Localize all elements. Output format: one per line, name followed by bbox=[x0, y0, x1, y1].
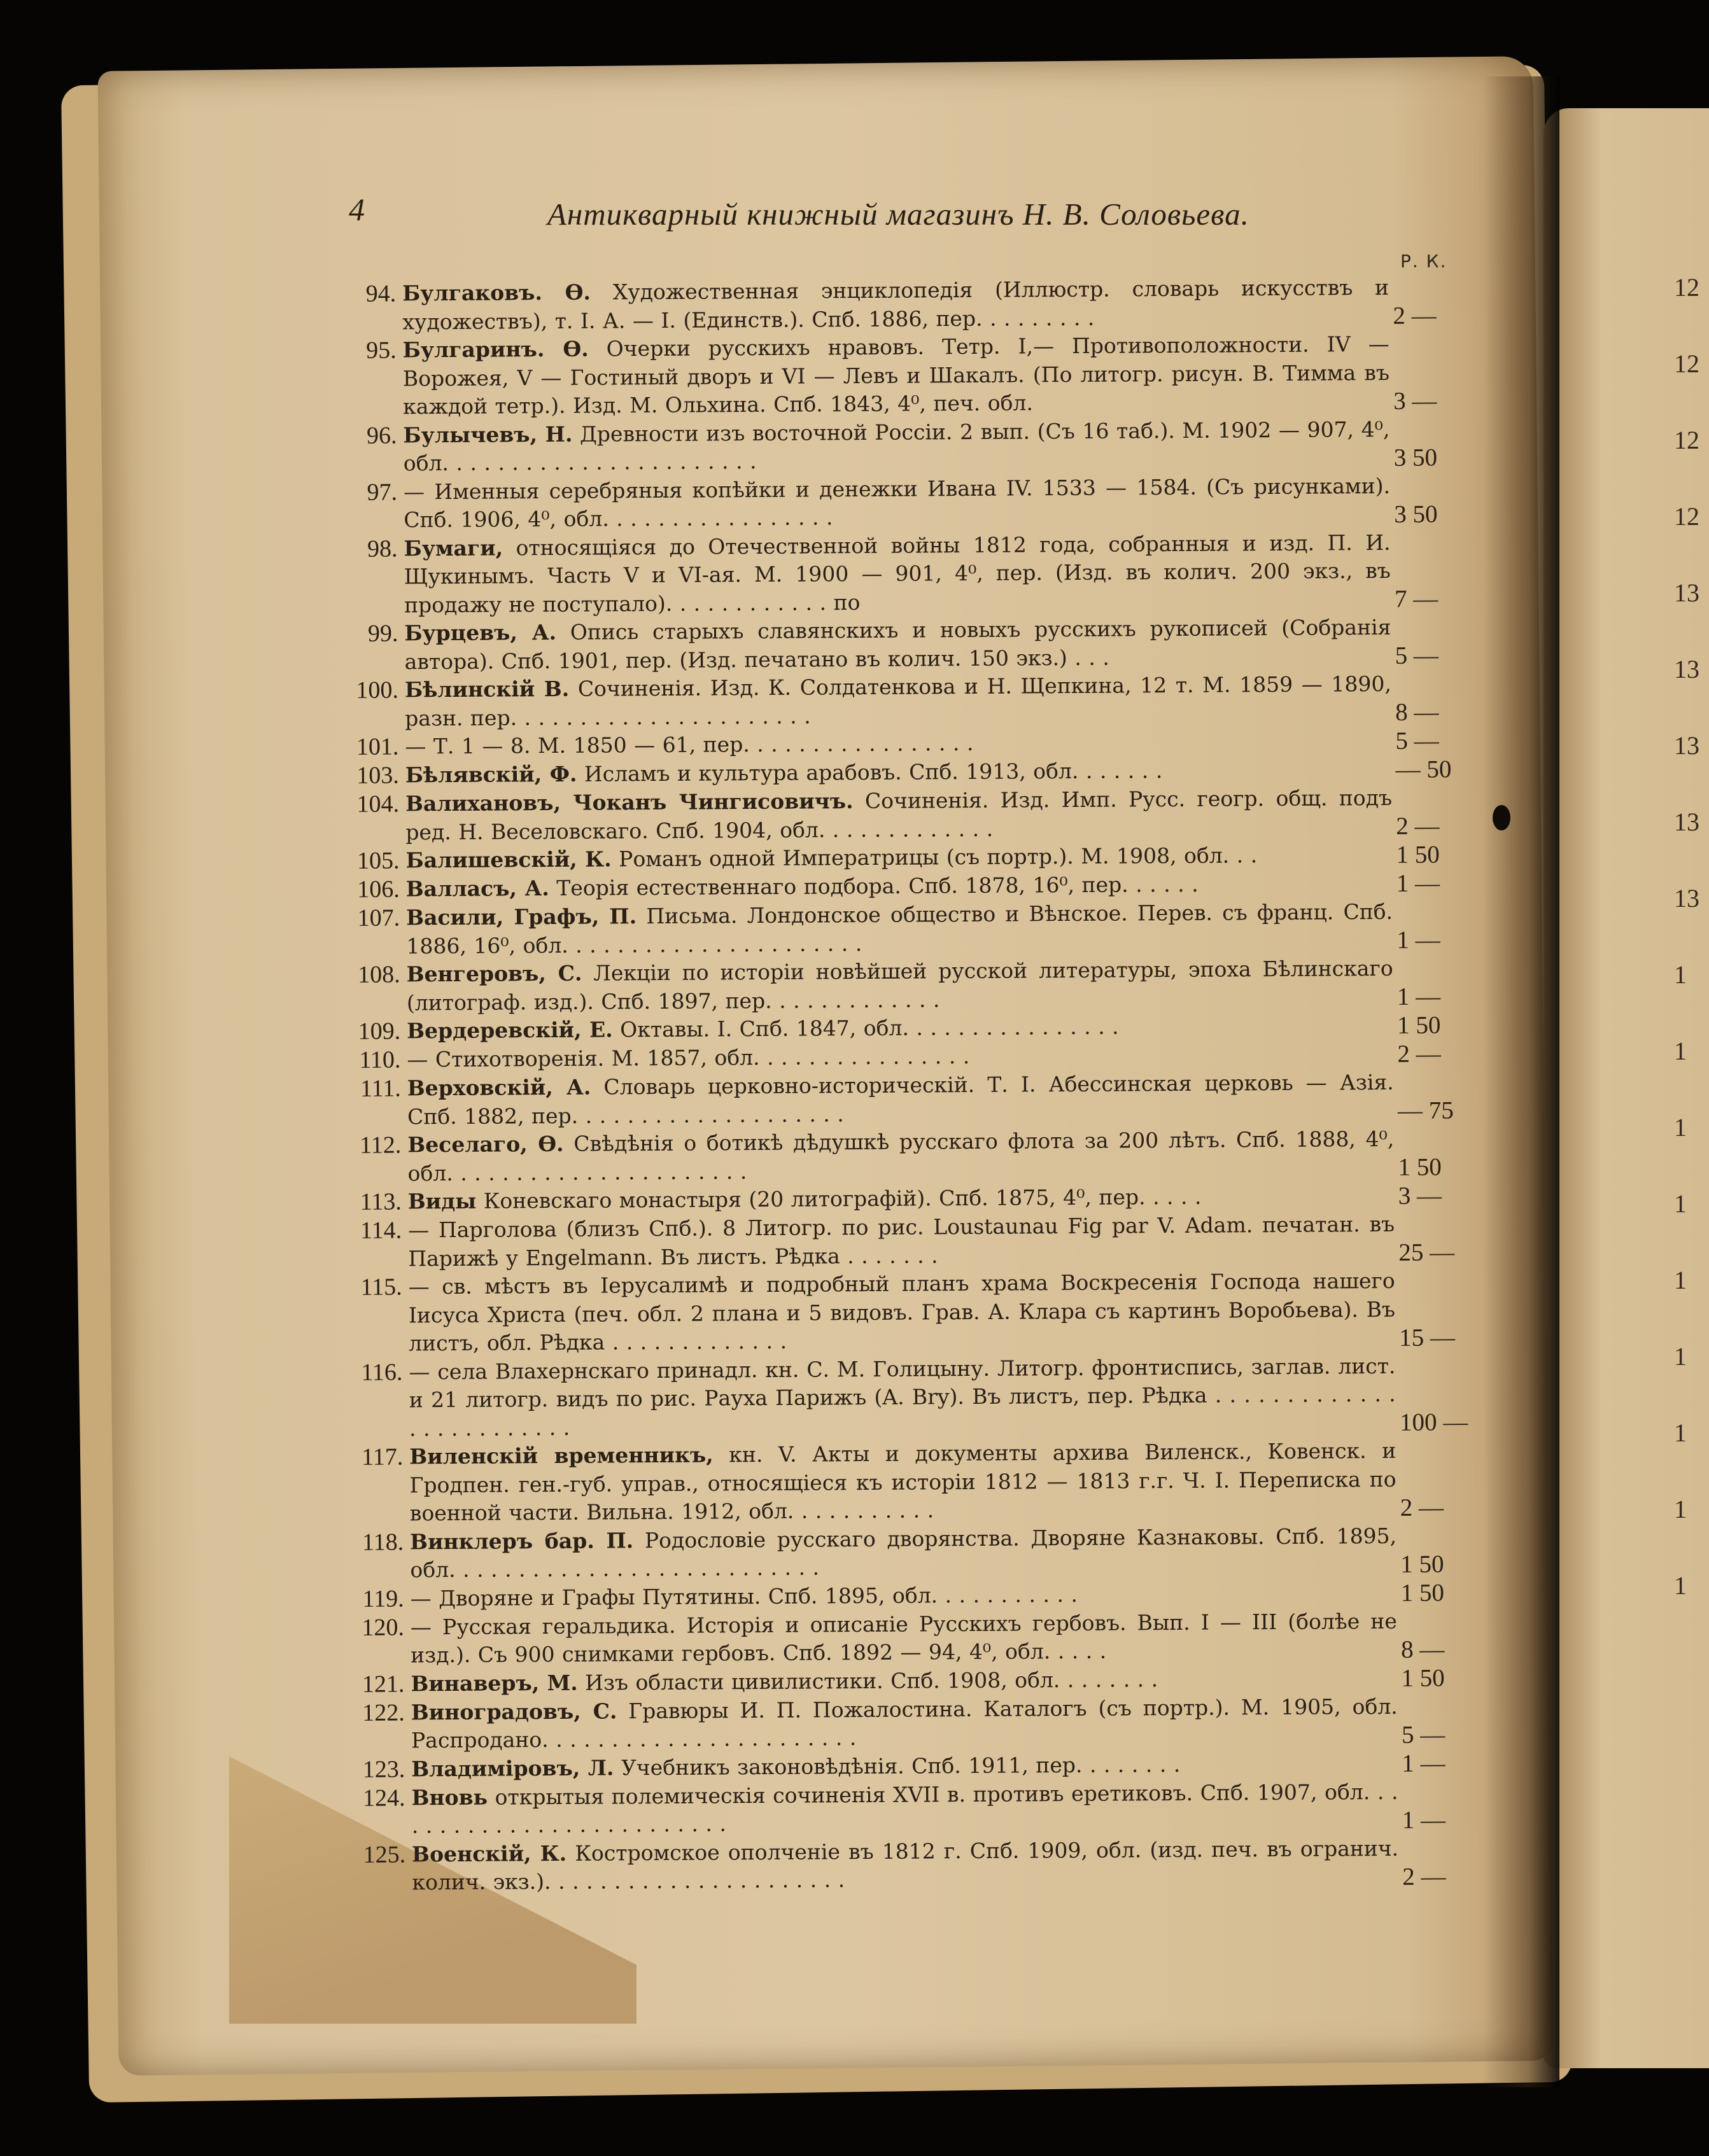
entry-price: 2 — bbox=[1397, 1040, 1441, 1068]
entry-number: 110. bbox=[359, 1046, 401, 1074]
entry-description: Сочиненія. Изд. Имп. Русс. геогр. общ. подъ ред. Н. Веселовскаго. Спб. 1904, обл. . . . . . . . . . . . . bbox=[405, 785, 1400, 844]
entry-description: Октавы. І. Спб. 1847, обл. . . . . . . . . . . . . . . . bbox=[620, 1014, 1119, 1042]
page-tear-hole bbox=[1493, 805, 1510, 830]
entry-price: 3 — bbox=[1398, 1182, 1442, 1210]
entry-author: Винклеръ бар. П. bbox=[409, 1527, 634, 1554]
entry-description: — св. мѣстъ въ Іерусалимѣ и подробный планъ храма Воскресенія Господа нашего Іисуса Христа (печ. обл. 2 плана и 5 видовъ. Грав. А. Клара съ картинъ Воробьева). Въ листъ, обл. Рѣдка . . . . . . . . . . . . . bbox=[408, 1268, 1403, 1356]
entry-author: Балишевскій, К. bbox=[405, 846, 612, 873]
entry-number: 106. bbox=[357, 876, 400, 903]
entry-author: Бѣлявскій, Ф. bbox=[405, 761, 577, 788]
entry-number: 104. bbox=[356, 790, 400, 818]
catalog-entry bbox=[344, 471, 1490, 535]
entry-author: Вердеревскій, Е. bbox=[407, 1017, 613, 1044]
entry-number: 124. bbox=[362, 1784, 405, 1812]
entry-text bbox=[407, 1068, 1402, 1131]
running-title: Антикварный книжный магазинъ Н. В. Соловьева. bbox=[547, 197, 1249, 232]
entry-number: 98. bbox=[367, 535, 398, 563]
entry-description: кн. V. Акты и документы архива Виленск., Ковенск. и Гродпен. ген.-губ. управ., относящіеся къ исторіи 1812 — 1813 г.г. Ч. І. Переписка по военной части. Вильна. 1912, обл. . . . . . . . . . . bbox=[409, 1438, 1404, 1526]
entry-number: 115. bbox=[360, 1273, 402, 1301]
entry-author: Виленскій временникъ, bbox=[409, 1442, 714, 1469]
entry-price: 2 — bbox=[1402, 1862, 1446, 1891]
catalog-entry bbox=[344, 613, 1491, 676]
entry-text bbox=[408, 1267, 1403, 1358]
entry-author: Васили, Графъ, П. bbox=[406, 904, 637, 930]
entry-number: 96. bbox=[366, 421, 397, 449]
entry-description: — села Влахернскаго принадл. кн. С. М. Голицыну. Литогр. фронтиспись, заглав. лист. и 21 литогр. видъ по рис. Рауха Парижъ (A. Bry). Въ листъ, пер. Рѣдка . . . . . . . . . . . . . . . . . . . . . . . . . bbox=[409, 1353, 1403, 1441]
facing-page-fragment: 1 bbox=[1674, 1342, 1687, 1371]
entry-text bbox=[410, 1607, 1405, 1669]
entry-text bbox=[407, 1125, 1402, 1187]
entry-number: 117. bbox=[362, 1443, 404, 1471]
entry-description: Опись старыхъ славянскихъ и новыхъ русскихъ рукописей (Собранія автора). Спб. 1901, пер. (Изд. печатано въ колич. 150 экз.) . . . bbox=[404, 614, 1398, 674]
entry-number: 112. bbox=[360, 1131, 402, 1159]
entry-price: 1 50 bbox=[1398, 1153, 1442, 1181]
entry-price: 1 50 bbox=[1400, 1550, 1444, 1578]
entry-price: 1 50 bbox=[1401, 1663, 1445, 1692]
entry-number: 119. bbox=[362, 1585, 404, 1613]
entry-price: 1 50 bbox=[1397, 1011, 1441, 1039]
entry-text bbox=[404, 613, 1398, 676]
entry-number: 121. bbox=[362, 1670, 405, 1698]
entry-text bbox=[406, 955, 1401, 1017]
facing-page-fragment: 1 bbox=[1674, 1266, 1687, 1294]
catalog-entry bbox=[344, 528, 1490, 619]
price-columns-header: Р. К. bbox=[1400, 251, 1447, 272]
entry-number: 108. bbox=[358, 961, 400, 988]
entry-author: Владиміровъ, Л. bbox=[411, 1754, 614, 1781]
entry-price: 7 — bbox=[1394, 585, 1438, 613]
entry-description: Теорія естественнаго подбора. Спб. 1878, 16⁰, пер. . . . . . bbox=[556, 871, 1199, 900]
entry-price: 8 — bbox=[1401, 1635, 1445, 1663]
entry-number: 120. bbox=[362, 1613, 405, 1641]
entry-price: 2 — bbox=[1396, 812, 1440, 840]
entry-number: 100. bbox=[356, 676, 399, 704]
entry-price: 3 — bbox=[1393, 387, 1437, 415]
facing-page-fragment: 13 bbox=[1674, 578, 1699, 607]
entry-description: — Парголова (близъ Спб.). 8 Литогр. по рис. Loustaunau Fig par V. Adam. печатан. въ Парижѣ у Engelmann. Въ листъ. Рѣдка . . . . . . . bbox=[408, 1211, 1402, 1271]
entry-number: 114. bbox=[360, 1217, 402, 1244]
facing-page-fragment: 1 bbox=[1674, 1037, 1687, 1065]
entry-text bbox=[404, 670, 1399, 732]
entry-author: Винаверъ, М. bbox=[411, 1670, 578, 1696]
entry-description: Сочиненія. Изд. К. Солдатенкова и Н. Щепкина, 12 т. М. 1859 — 1890, разн. пер. . . . . . . . . . . . . . . . . . . . . . bbox=[405, 671, 1399, 731]
entry-description: Очерки русскихъ нравовъ. Тетр. І,— Противоположности. ІV — Ворожея, V — Гостиный дворъ и VІ — Левъ и Шакалъ. (По литогр. рисун. В. Тимма въ каждой тетр.). Изд. М. Ольхина. Спб. 1843, 4⁰, печ. обл. bbox=[402, 331, 1397, 419]
entry-author: Валихановъ, Чоканъ Чингисовичъ. bbox=[405, 788, 854, 816]
entry-number: 107. bbox=[357, 904, 400, 932]
catalog-entry bbox=[343, 415, 1489, 479]
entry-description: Изъ области цивилистики. Спб. 1908, обл. . . . . . . . bbox=[585, 1666, 1158, 1695]
entry-price: 5 — bbox=[1401, 1720, 1445, 1749]
entry-price: — 75 bbox=[1397, 1096, 1454, 1124]
entry-description: Древности изъ восточной Россіи. 2 вып. (Съ 16 таб.). М. 1902 — 907, 4⁰, обл. . . . . . . . . . . . . . . . . . . . . . . bbox=[403, 416, 1398, 476]
entry-description: Свѣдѣнія о ботикѣ дѣдушкѣ русскаго флота за 200 лѣтъ. Спб. 1888, 4⁰, обл. . . . . . . . . . . . . . . . . . . . . . bbox=[407, 1126, 1402, 1186]
entry-text bbox=[411, 1777, 1406, 1840]
facing-page-fragment: 12 bbox=[1674, 349, 1699, 378]
facing-page-fragment: 1 bbox=[1674, 1418, 1687, 1447]
entry-price: 25 — bbox=[1398, 1238, 1455, 1266]
entry-description: Художественная энциклопедія (Иллюстр. словарь искусствъ и художествъ), т. І. А. — І. (Единств.). Спб. 1886, пер. . . . . . . . . bbox=[402, 274, 1396, 334]
entry-price: 15 — bbox=[1399, 1323, 1456, 1352]
entry-price: 1 50 bbox=[1400, 1578, 1445, 1607]
entry-description: Лекціи по исторіи новѣйшей русской литературы, эпоха Бѣлинскаго (литограф. изд.). Спб. 1897, пер. . . . . . . . . . . . . bbox=[406, 955, 1401, 1015]
entry-number: 122. bbox=[362, 1698, 405, 1726]
catalog-entry bbox=[351, 1606, 1497, 1670]
facing-page-fragment: 1 bbox=[1674, 1113, 1687, 1142]
catalog-entry bbox=[347, 954, 1493, 1018]
entry-author: Бумаги, bbox=[404, 535, 503, 561]
catalog-entry bbox=[349, 1351, 1495, 1443]
entry-price: 1 — bbox=[1396, 869, 1440, 897]
entry-author: Бѣлинскій В. bbox=[404, 676, 570, 703]
entry-number: 105. bbox=[356, 847, 400, 874]
entry-description: Исламъ и культура арабовъ. Спб. 1913, обл. . . . . . . bbox=[584, 758, 1163, 787]
entry-text bbox=[406, 898, 1400, 960]
entry-text bbox=[411, 1834, 1406, 1896]
entry-author: Булгаковъ. Ѳ. bbox=[402, 279, 591, 306]
entry-author: Верховскій, А. bbox=[407, 1074, 591, 1101]
entry-author: Виды bbox=[407, 1188, 477, 1214]
entry-description: открытыя полемическія сочиненія XVII в. противъ еретиковъ. Спб. 1907, обл. . . . . . . . . . . . . . . . . . . . . . . . . . bbox=[411, 1779, 1406, 1838]
facing-page-fragment: 13 bbox=[1674, 731, 1699, 760]
catalog-entry bbox=[349, 1436, 1496, 1528]
catalog-entry bbox=[348, 1210, 1494, 1273]
entry-author: Венгеровъ, С. bbox=[406, 960, 582, 987]
entry-author: Булгаринъ. Ѳ. bbox=[402, 336, 589, 363]
entry-author: Военскій, К. bbox=[411, 1840, 567, 1866]
entry-text bbox=[404, 528, 1398, 619]
entry-price: 1 — bbox=[1402, 1805, 1446, 1834]
facing-page-numbers bbox=[1674, 273, 1699, 1737]
entry-number: 109. bbox=[358, 1018, 401, 1045]
facing-page-fragment: 13 bbox=[1674, 884, 1699, 913]
entry-price: 3 50 bbox=[1394, 500, 1438, 528]
entry-description: — Русская геральдика. Исторія и описаніе Русскихъ гербовъ. Вып. І — ІІІ (болѣе не изд.). Съ 900 снимками гербовъ. Спб. 1892 — 94, 4⁰, обл. . . . . bbox=[410, 1608, 1405, 1668]
catalog-entry bbox=[348, 1124, 1494, 1188]
entry-number: 95. bbox=[366, 337, 397, 364]
entry-text bbox=[409, 1437, 1404, 1528]
facing-page-fragment: 12 bbox=[1674, 502, 1699, 531]
entry-description: Родословіе русскаго дворянства. Дворяне Казнаковы. Спб. 1895, обл. . . . . . . . . . . . . . . . . . . . . . . . . . . bbox=[410, 1523, 1404, 1583]
facing-page-fragment: 12 bbox=[1674, 426, 1699, 454]
catalog-entry bbox=[350, 1521, 1496, 1585]
entry-number: 99. bbox=[367, 620, 398, 647]
entry-price: 100 — bbox=[1399, 1408, 1468, 1436]
entry-description: Письма. Лондонское общество и Вѣнское. Перев. съ франц. Спб. 1886, 16⁰, обл. . . . . . . . . . . . . . . . . . . . . . bbox=[406, 899, 1400, 958]
catalog-entry bbox=[346, 897, 1493, 961]
entry-description: относящіяся до Отечественной войны 1812 года, собранныя и изд. П. И. Щукинымъ. Часть V и VІ-ая. М. 1900 — 901, 4⁰, пер. (Изд. въ колич. 200 экз., въ продажу не поступало). . . . . . . . . . . . по bbox=[404, 529, 1398, 617]
entry-description: — Дворяне и Графы Путятины. Спб. 1895, обл. . . . . . . . . . . bbox=[410, 1581, 1078, 1611]
entry-number: 101. bbox=[356, 733, 399, 760]
facing-page-fragment: 12 bbox=[1674, 273, 1699, 302]
entry-description: Костромское ополченіе въ 1812 г. Спб. 1909, обл. (изд. печ. въ огранич. колич. экз.). . . . . . . . . . . . . . . . . . . . . . bbox=[412, 1835, 1406, 1895]
catalog-entry bbox=[342, 273, 1489, 337]
entry-description: Коневскаго монастыря (20 литографій). Спб. 1875, 4⁰, пер. . . . . bbox=[483, 1184, 1202, 1214]
facing-page-fragment: 13 bbox=[1674, 655, 1699, 683]
entry-price: 3 50 bbox=[1393, 443, 1438, 472]
entry-price: 1 50 bbox=[1396, 841, 1440, 869]
facing-page-fragment: 1 bbox=[1674, 1571, 1687, 1600]
entry-description: — Т. 1 — 8. М. 1850 — 61, пер. . . . . . . . . . . . . . . . . bbox=[405, 730, 974, 759]
facing-page-fragment: 1 bbox=[1674, 960, 1687, 989]
entry-author: Булычевъ, Н. bbox=[403, 421, 573, 447]
entry-description: Учебникъ законовѣдѣнія. Спб. 1911, пер. . . . . . . . bbox=[621, 1751, 1181, 1780]
entry-author: Вновь bbox=[411, 1784, 488, 1810]
catalog-entry bbox=[351, 1777, 1498, 1840]
catalog-entry bbox=[348, 1068, 1494, 1131]
catalog-entry bbox=[346, 783, 1492, 847]
entry-text bbox=[405, 784, 1400, 846]
page-number: 4 bbox=[349, 192, 365, 227]
entry-number: 94. bbox=[365, 280, 397, 307]
catalog-entry bbox=[352, 1833, 1498, 1897]
entry-author: Бурцевъ, А. bbox=[404, 619, 557, 646]
entry-description: Словарь церковно-историческій. Т. І. Абессинская церковь — Азія. Спб. 1882, пер. . . . . . . . . . . . . . . . . . . . bbox=[407, 1069, 1402, 1129]
entry-author: Веселаго, Ѳ. bbox=[407, 1131, 564, 1158]
entry-description: Гравюры И. П. Пожалостина. Каталогъ (съ портр.). М. 1905, обл. Распродано. . . . . . . . . . . . . . . . . . . . . . . bbox=[411, 1693, 1405, 1753]
entry-text bbox=[402, 330, 1397, 421]
facing-page-fragment: 1 bbox=[1674, 1495, 1687, 1523]
entry-number: 97. bbox=[367, 478, 398, 506]
entry-number: 118. bbox=[362, 1528, 404, 1556]
entry-text bbox=[403, 415, 1398, 477]
entry-price: 1 — bbox=[1396, 983, 1441, 1011]
entry-price: 5 — bbox=[1395, 727, 1439, 755]
entry-number: 113. bbox=[360, 1188, 402, 1215]
entry-number: 125. bbox=[363, 1840, 406, 1868]
entry-price: 2 — bbox=[1400, 1493, 1444, 1522]
entry-text bbox=[403, 472, 1398, 534]
entry-author: Валласъ, А. bbox=[405, 876, 549, 902]
entry-description: Романъ одной Императрицы (съ портр.). М. 1908, обл. . . bbox=[619, 843, 1258, 872]
entry-price: — 50 bbox=[1395, 755, 1452, 783]
entry-text bbox=[409, 1522, 1404, 1584]
facing-page-fragment: 13 bbox=[1674, 808, 1699, 836]
entry-price: 2 — bbox=[1393, 302, 1437, 330]
entry-number: 116. bbox=[361, 1358, 403, 1386]
catalog-entries bbox=[342, 273, 1498, 1897]
entry-price: 1 — bbox=[1396, 926, 1440, 954]
entry-description: — Именныя серебряныя копѣйки и денежки Ивана ІV. 1533 — 1584. (Съ рисунками). Спб. 1906, 4⁰, обл. . . . . . . . . . . . . . . . . bbox=[403, 473, 1398, 533]
entry-author: Виноградовъ, С. bbox=[411, 1698, 617, 1725]
entry-price: 1 — bbox=[1402, 1749, 1445, 1777]
entry-text bbox=[408, 1210, 1402, 1273]
entry-number: 103. bbox=[356, 762, 399, 789]
entry-description: — Стихотворенія. М. 1857, обл. . . . . . . . . . . . . . . . bbox=[407, 1044, 970, 1072]
facing-page-fragment: 1 bbox=[1674, 1189, 1687, 1218]
catalog-entry bbox=[343, 330, 1489, 421]
catalog-entry bbox=[351, 1691, 1498, 1755]
catalog-entry bbox=[345, 669, 1491, 733]
entry-number: 111. bbox=[360, 1075, 401, 1102]
entry-price: 5 — bbox=[1395, 641, 1439, 669]
catalog-entry bbox=[349, 1266, 1495, 1358]
entry-text bbox=[402, 274, 1396, 336]
entry-text bbox=[411, 1692, 1405, 1754]
entry-number: 123. bbox=[362, 1755, 405, 1783]
entry-price: 8 — bbox=[1395, 698, 1439, 726]
entry-text bbox=[409, 1352, 1403, 1443]
